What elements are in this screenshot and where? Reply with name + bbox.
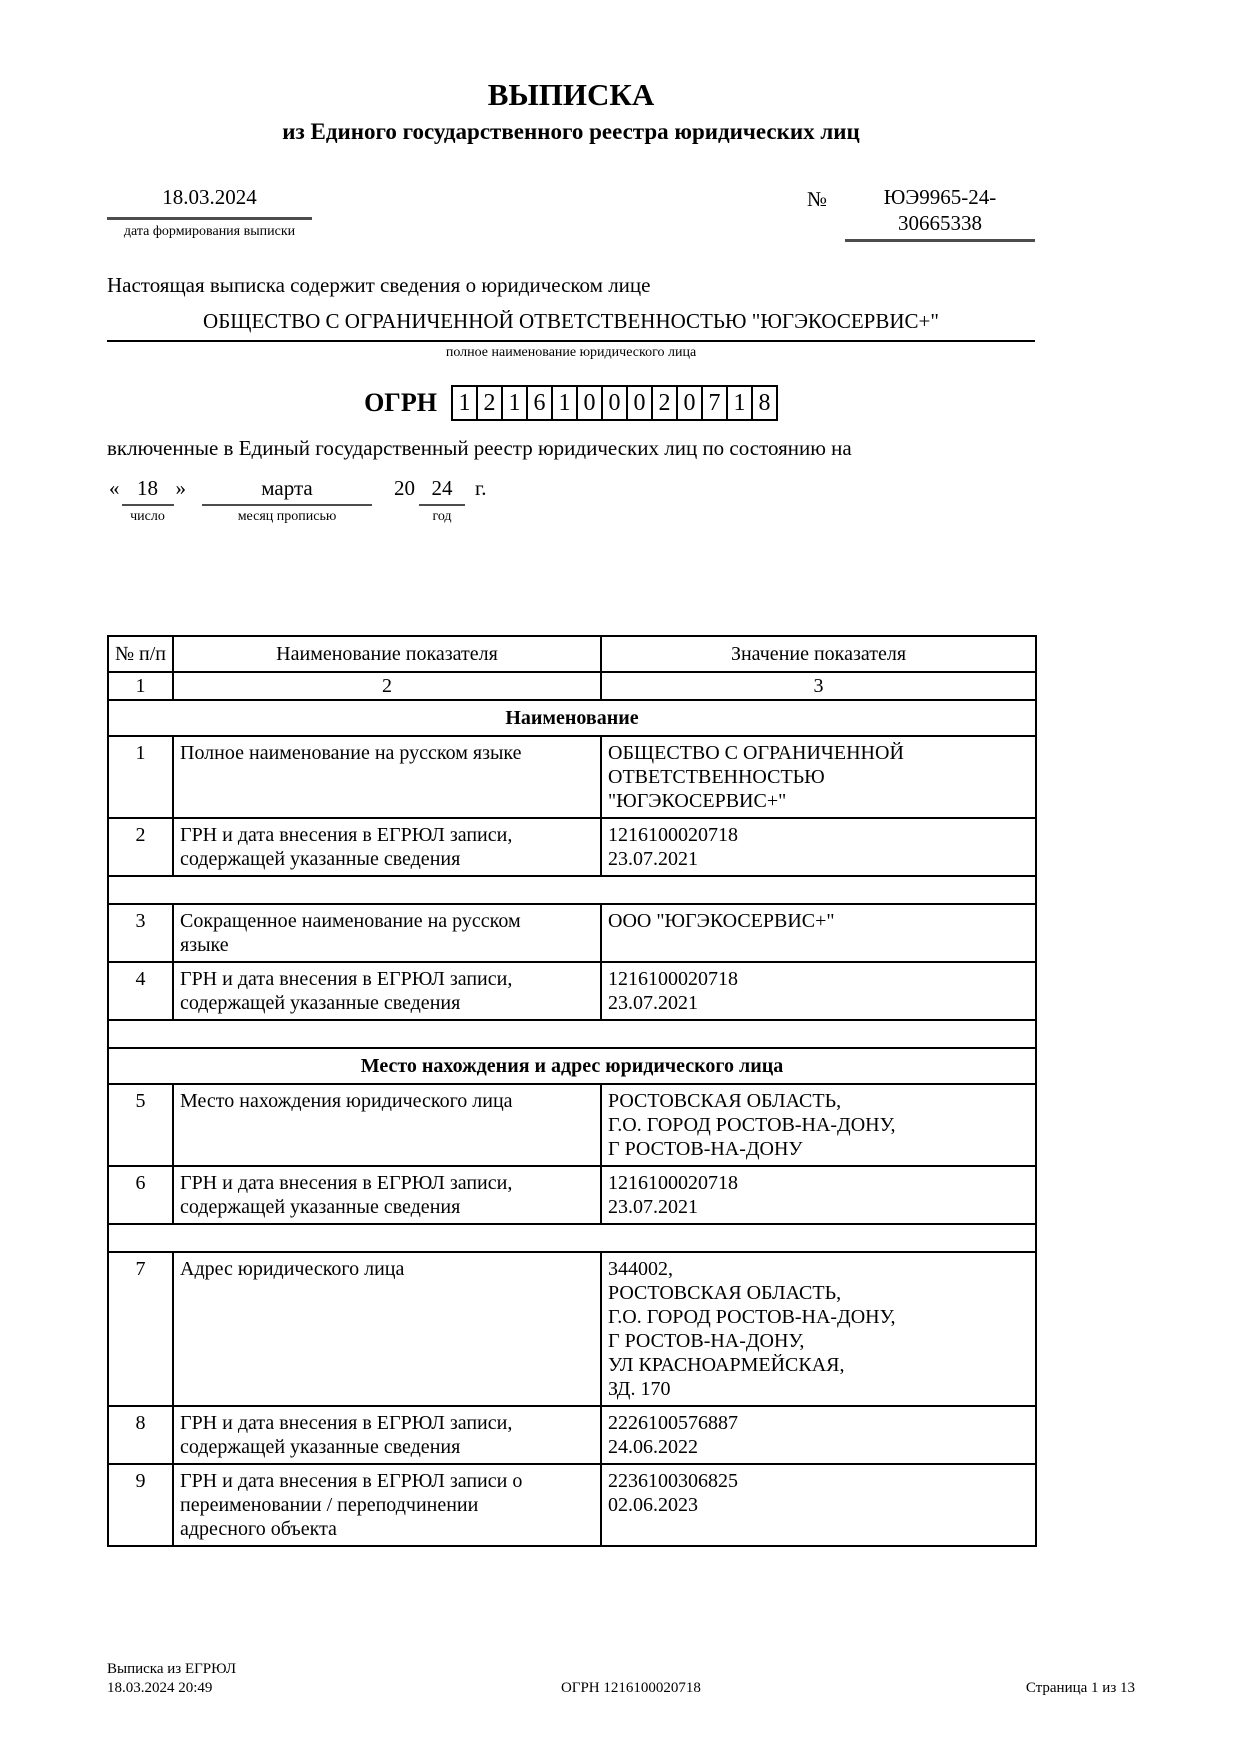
table-row	[108, 736, 1036, 818]
meta-row	[107, 184, 1035, 242]
row-number: 9	[108, 1464, 173, 1546]
formation-date-block	[107, 184, 312, 240]
year-caption: год	[432, 509, 452, 524]
table-spacer-row	[108, 1020, 1036, 1048]
table-section-row	[108, 1048, 1036, 1084]
table-row	[108, 962, 1036, 1020]
year-column	[419, 475, 465, 525]
indicator-value	[601, 1166, 1036, 1224]
intro-statement: Настоящая выписка содержит сведения о юридическом лице	[107, 273, 651, 297]
indicator-value	[601, 962, 1036, 1020]
indicator-value	[601, 1252, 1036, 1406]
table-colnum-1: 1	[108, 672, 173, 700]
indicators-table	[107, 635, 1037, 1547]
document-number-value	[845, 184, 1035, 242]
table-section-row	[108, 700, 1036, 736]
indicator-value-line: РОСТОВСКАЯ ОБЛАСТЬ,	[608, 1282, 842, 1304]
ogrn-digit-cell: 0	[626, 385, 653, 421]
indicator-value	[601, 904, 1036, 962]
table-row	[108, 1406, 1036, 1464]
row-number: 7	[108, 1252, 173, 1406]
indicator-value-line: "ЮГЭКОСЕРВИС+"	[608, 790, 787, 812]
number-sign-label: №	[806, 187, 827, 211]
indicator-name: ГРН и дата внесения в ЕГРЮЛ записи, содержащей указанные сведения	[173, 818, 601, 876]
indicator-value	[601, 1084, 1036, 1166]
table-colnum-3: 3	[601, 672, 1036, 700]
ogrn-digit-cell: 1	[551, 385, 578, 421]
table-row	[108, 1252, 1036, 1406]
row-number: 1	[108, 736, 173, 818]
indicator-value-line: ООО "ЮГЭКОСЕРВИС+"	[608, 910, 835, 932]
indicator-name: ГРН и дата внесения в ЕГРЮЛ записи, содержащей указанные сведения	[173, 1166, 601, 1224]
indicator-name: ГРН и дата внесения в ЕГРЮЛ записи, содержащей указанные сведения	[173, 1406, 601, 1464]
indicator-value-line: 1216100020718	[608, 824, 738, 846]
indicator-value	[601, 818, 1036, 876]
day-column	[122, 475, 174, 525]
table-header-row	[108, 636, 1036, 672]
year-suffix: г.	[475, 476, 487, 500]
open-quote: «	[109, 476, 120, 500]
indicator-value-line: 23.07.2021	[608, 1196, 698, 1218]
as-of-date-row	[107, 475, 1035, 525]
ogrn-digit-cell: 8	[751, 385, 778, 421]
ogrn-digit-cell: 1	[451, 385, 478, 421]
indicator-name: Место нахождения юридического лица	[173, 1084, 601, 1166]
ogrn-label: ОГРН	[364, 388, 437, 417]
company-name: ОБЩЕСТВО С ОГРАНИЧЕННОЙ ОТВЕТСТВЕННОСТЬЮ "ЮГЭКОСЕРВИС+"	[107, 308, 1035, 342]
indicator-value-line: 1216100020718	[608, 968, 738, 990]
indicator-value-line: Г.О. ГОРОД РОСТОВ-НА-ДОНУ,	[608, 1306, 896, 1328]
indicator-value-line: 2226100576887	[608, 1412, 738, 1434]
close-quote: »	[175, 476, 186, 500]
ogrn-boxes	[451, 385, 778, 421]
table-row	[108, 818, 1036, 876]
row-number: 8	[108, 1406, 173, 1464]
table-header-name: Наименование показателя	[173, 636, 601, 672]
table-section-label: Наименование	[108, 700, 1036, 736]
table-spacer-cell	[108, 1224, 1036, 1252]
indicator-value-line: ОБЩЕСТВО С ОГРАНИЧЕННОЙ	[608, 742, 904, 764]
month-value: марта	[202, 475, 372, 506]
indicator-value-line: РОСТОВСКАЯ ОБЛАСТЬ,	[608, 1090, 842, 1112]
document-number-line2: 30665338	[898, 211, 982, 235]
month-caption: месяц прописью	[237, 509, 337, 524]
indicator-value-line: ЗД. 170	[608, 1378, 671, 1400]
formation-date-caption: дата формирования выписки	[123, 224, 296, 239]
ogrn-digit-cell: 2	[651, 385, 678, 421]
table-body	[108, 700, 1036, 1546]
table-spacer-row	[108, 876, 1036, 904]
indicator-name: ГРН и дата внесения в ЕГРЮЛ записи, содержащей указанные сведения	[173, 962, 601, 1020]
page-footer	[107, 1660, 1135, 1698]
day-value: 18	[122, 475, 174, 506]
footer-generated-at: 18.03.2024 20:49	[107, 1680, 213, 1696]
indicator-value-line: 1216100020718	[608, 1172, 738, 1194]
document-number-line1: ЮЭ9965-24-	[883, 185, 997, 209]
ogrn-digit-cell: 0	[676, 385, 703, 421]
row-number: 6	[108, 1166, 173, 1224]
indicator-name: Сокращенное наименование на русском языке	[173, 904, 601, 962]
ogrn-digit-cell: 0	[601, 385, 628, 421]
indicator-value-line: Г.О. ГОРОД РОСТОВ-НА-ДОНУ,	[608, 1114, 896, 1136]
year-century: 20	[394, 476, 415, 500]
indicator-name: Адрес юридического лица	[173, 1252, 601, 1406]
table-spacer-cell	[108, 876, 1036, 904]
day-caption: число	[130, 509, 165, 524]
formation-date-value: 18.03.2024	[107, 184, 312, 220]
indicator-name: Полное наименование на русском языке	[173, 736, 601, 818]
table-column-numbers-row	[108, 672, 1036, 700]
document-content	[107, 0, 1035, 1547]
table-spacer-row	[108, 1224, 1036, 1252]
ogrn-digit-cell: 2	[476, 385, 503, 421]
included-statement: включенные в Единый государственный реестр юридических лиц по состоянию на	[107, 436, 852, 460]
ogrn-digit-cell: 7	[701, 385, 728, 421]
indicator-value	[601, 1406, 1036, 1464]
indicator-value-line: Г РОСТОВ-НА-ДОНУ	[608, 1138, 803, 1160]
table-spacer-cell	[108, 1020, 1036, 1048]
indicator-value	[601, 736, 1036, 818]
table-colnum-2: 2	[173, 672, 601, 700]
table-header-value: Значение показателя	[601, 636, 1036, 672]
ogrn-digit-cell: 6	[526, 385, 553, 421]
footer-doc-type: Выписка из ЕГРЮЛ	[107, 1661, 236, 1677]
indicator-value-line: 23.07.2021	[608, 992, 698, 1014]
table-row	[108, 1464, 1036, 1546]
row-number: 3	[108, 904, 173, 962]
row-number: 2	[108, 818, 173, 876]
indicator-value	[601, 1464, 1036, 1546]
indicator-value-line: УЛ КРАСНОАРМЕЙСКАЯ,	[608, 1354, 845, 1376]
table-row	[108, 1166, 1036, 1224]
indicator-value-line: 24.06.2022	[608, 1436, 698, 1458]
footer-page-info: Страница 1 из 13	[1025, 1680, 1135, 1696]
footer-left-block	[107, 1660, 236, 1698]
indicator-value-line: 344002,	[608, 1258, 673, 1280]
row-number: 5	[108, 1084, 173, 1166]
ogrn-digit-cell: 1	[726, 385, 753, 421]
ogrn-digit-cell: 1	[501, 385, 528, 421]
indicator-name: ГРН и дата внесения в ЕГРЮЛ записи о переименовании / переподчинении адресного объекта	[173, 1464, 601, 1546]
table-row	[108, 904, 1036, 962]
year-value: 24	[419, 475, 465, 506]
table-header-num: № п/п	[108, 636, 173, 672]
footer-ogrn: ОГРН 1216100020718	[560, 1680, 701, 1696]
document-subtitle: из Единого государственного реестра юридических лиц	[282, 119, 860, 144]
month-column	[202, 475, 372, 525]
document-number-block	[807, 184, 1035, 242]
company-name-caption: полное наименование юридического лица	[445, 345, 697, 360]
row-number: 4	[108, 962, 173, 1020]
indicator-value-line: Г РОСТОВ-НА-ДОНУ,	[608, 1330, 805, 1352]
ogrn-digit-cell: 0	[576, 385, 603, 421]
indicator-value-line: 02.06.2023	[608, 1494, 698, 1516]
table-row	[108, 1084, 1036, 1166]
indicator-value-line: 2236100306825	[608, 1470, 738, 1492]
ogrn-row	[107, 385, 1035, 421]
indicator-value-line: 23.07.2021	[608, 848, 698, 870]
table-section-label: Место нахождения и адрес юридического лица	[108, 1048, 1036, 1084]
document-title: ВЫПИСКА	[487, 77, 655, 112]
indicator-value-line: ОТВЕТСТВЕННОСТЬЮ	[608, 766, 825, 788]
